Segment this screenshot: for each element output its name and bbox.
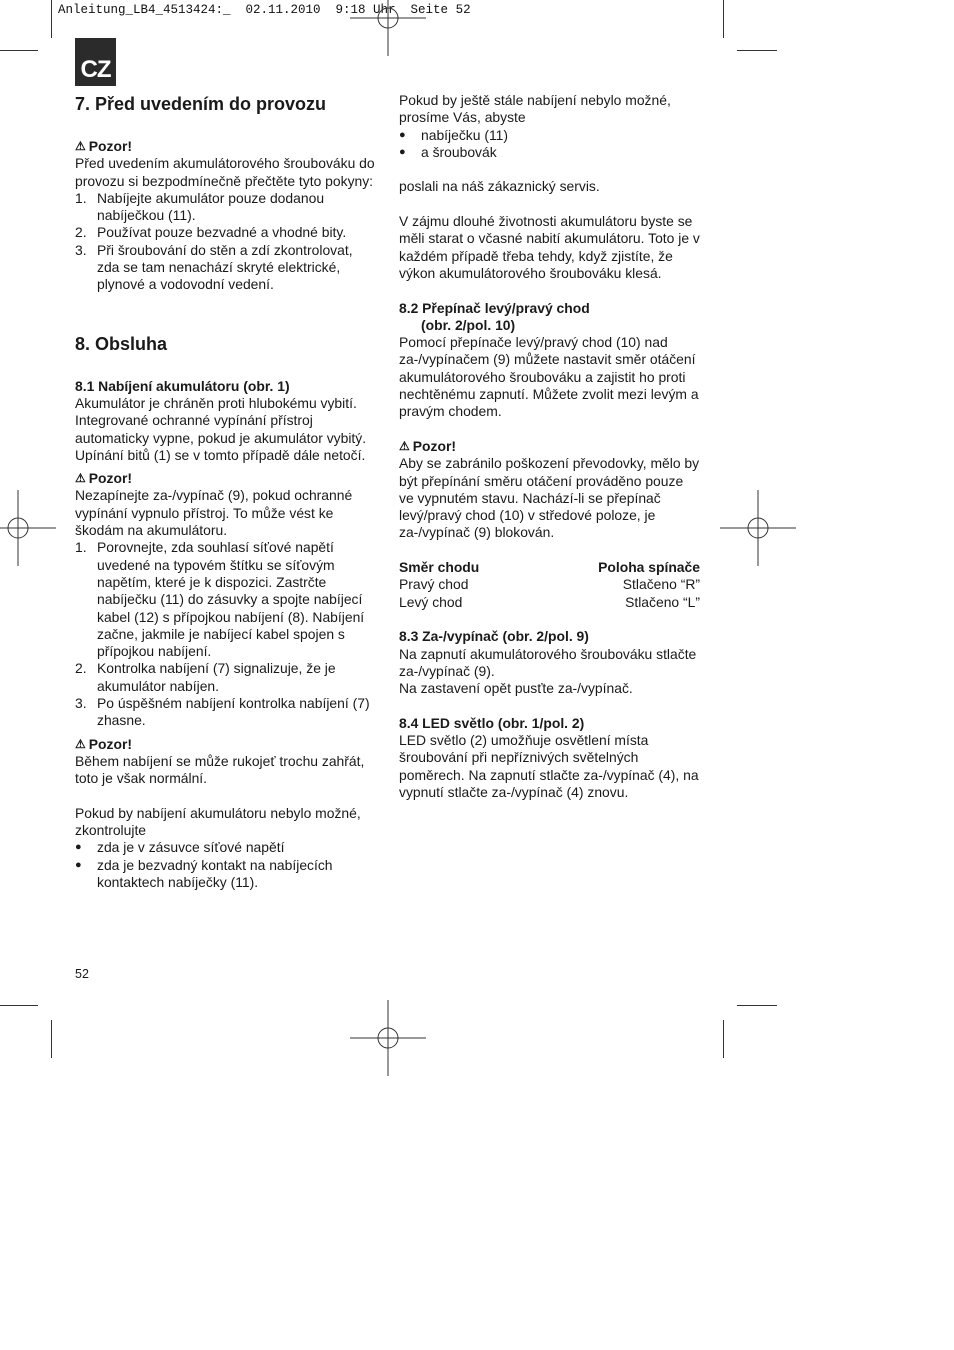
- section-heading-8: 8. Obsluha: [75, 333, 168, 354]
- section-heading-7: 7. Před uvedením do provozu: [75, 94, 327, 114]
- list-item: 2. Kontrolka nabíjení (7) signalizuje, že je akumulátor nabíjen.: [75, 660, 336, 694]
- warning-icon: ⚠: [399, 438, 410, 453]
- paragraph: Na zapnutí akumulátorového šroubováku stlačte za-/vypínač (9).: [399, 645, 697, 679]
- warning-label: ⚠ Pozor!: [75, 138, 132, 154]
- paragraph: LED světlo (2) umožňuje osvětlení místa šroubování při nepříznivých světelných poměrech. Na zapnutí stlačte za-/vypínač (4), na vypnutí stlačte za-/vypínač (4) znovu.: [399, 731, 699, 800]
- bullet-icon: ●: [75, 858, 82, 871]
- crop-mark: [51, 1020, 52, 1058]
- paragraph: Před uvedením akumulátorového šroubováku do provozu si bezpodmínečně přečtěte tyto pokyny:: [75, 155, 375, 189]
- bullet-list: [399, 127, 700, 162]
- registration-mark-top: [350, 0, 426, 56]
- left-column: [75, 92, 377, 891]
- paragraph: Akumulátor je chráněn proti hlubokému vybití. Integrované ochranné vypínání přístroj automaticky vypne, pokud je akumulátor vybitý. Upínání bitů (1) se v tomto případě dále netočí.: [75, 394, 367, 463]
- list-item: 1. Porovnejte, zda souhlasí síťové napětí uvedené na typovém štítku se síťovým napětím, které je k dispozici. Zastrčte nabíječku (11) do zásuvky a spojte nabíjecí kabel (12) s přípojkou nabíjení (8). Nabíjení začne, jakmile je nabíjecí kabel spojen s přípojkou nabíjení.: [75, 539, 365, 660]
- warning-icon: ⚠: [75, 736, 86, 751]
- warning-icon: ⚠: [75, 471, 86, 486]
- list-item: 2. Používat pouze bezvadné a vhodné bity.: [75, 224, 347, 241]
- list-item: ● a šroubovák: [399, 143, 497, 160]
- list-item: 3. Při šroubování do stěn a zdí zkontrolovat, zda se tam nenachází skryté elektrické, plynové a vodovodní vedení.: [75, 241, 353, 293]
- subsection-heading: 8.3 Za-/vypínač (obr. 2/pol. 9): [399, 628, 589, 645]
- warning-label: ⚠ Pozor!: [75, 470, 132, 487]
- table-row: Pravý chod Stlačeno “R”: [399, 576, 700, 593]
- paragraph: Aby se zabránilo poškození převodovky, mělo by být přepínání směru otáčení prováděno pouze ve vypnutém stavu. Nachází-li se přepínač levý/pravý chod (10) v středové poloze, je za-/vypínač (9) blokován.: [399, 455, 700, 541]
- numbered-list: [75, 539, 377, 729]
- bullet-icon: ●: [399, 145, 406, 158]
- print-slug: Anleitung_LB4_4513424:_ 02.11.2010 9:18 Uhr Seite 52: [58, 3, 471, 17]
- warning-icon: ⚠: [75, 139, 86, 153]
- bullet-list: [75, 839, 377, 891]
- subsection-heading: 8.2 Přepínač levý/pravý chod: [399, 299, 590, 316]
- registration-mark-right: [720, 490, 796, 566]
- numbered-list: [75, 190, 377, 294]
- crop-mark: [0, 50, 38, 51]
- list-item: ● zda je v zásuvce síťové napětí: [75, 839, 285, 856]
- paragraph: V zájmu dlouhé životnosti akumulátoru byste se měli starat o včasné nabití akumulátoru. Toto je v každém případě třeba tehdy, když zjistíte, že výkon akumulátorového šroubováku klesá.: [399, 213, 700, 281]
- registration-mark-left: [0, 490, 56, 566]
- bullet-icon: ●: [399, 128, 406, 141]
- paragraph: Na zastavení opět pusťte za-/vypínač.: [399, 680, 633, 697]
- registration-mark-bottom: [350, 1000, 426, 1076]
- list-item: 3. Po úspěšném nabíjení kontrolka nabíjení (7) zhasne.: [75, 695, 370, 729]
- crop-mark: [723, 0, 724, 38]
- table-row: Levý chod Stlačeno “L”: [399, 593, 700, 610]
- table-header: Směr chodu Poloha spínače: [399, 559, 700, 576]
- right-column: [399, 92, 700, 801]
- paragraph: Nezapínejte za-/vypínač (9), pokud ochranné vypínání vypnulo přístroj. To může vést ke škodám na akumulátoru.: [75, 487, 353, 539]
- warning-label: ⚠ Pozor!: [75, 735, 132, 752]
- crop-mark: [737, 50, 777, 51]
- crop-mark: [0, 1005, 38, 1006]
- paragraph: Během nabíjení se může rukojeť trochu zahřát, toto je však normální.: [75, 752, 365, 787]
- list-item: 1. Nabíjejte akumulátor pouze dodanou nabíječkou (11).: [75, 189, 325, 224]
- language-badge: CZ: [75, 38, 116, 86]
- page-number: 52: [75, 967, 89, 981]
- crop-mark: [723, 1020, 724, 1058]
- list-item: ● zda je bezvadný kontakt na nabíjecích kontaktech nabíječky (11).: [75, 856, 333, 890]
- subsection-heading: 8.1 Nabíjení akumulátoru (obr. 1): [75, 377, 290, 394]
- paragraph: Pomocí přepínače levý/pravý chod (10) nad za-/vypínačem (9) můžete nastavit směr otáčení akumulátorového šroubováku a zajistit ho proti nechtěnému zapnutí. Můžete zvolit mezi levým a pravým chodem.: [399, 334, 699, 420]
- warning-label: ⚠ Pozor!: [399, 437, 456, 454]
- paragraph: poslali na náš zákaznický servis.: [399, 178, 600, 195]
- crop-mark: [51, 0, 52, 38]
- list-item: ● nabíječku (11): [399, 126, 508, 143]
- bullet-icon: ●: [75, 841, 82, 854]
- crop-mark: [737, 1005, 777, 1006]
- paragraph: Pokud by nabíjení akumulátoru nebylo možné, zkontrolujte: [75, 804, 361, 839]
- subsection-heading-cont: (obr. 2/pol. 10): [421, 316, 516, 333]
- paragraph: Pokud by ještě stále nabíjení nebylo možné, prosíme Vás, abyste: [399, 92, 671, 126]
- subsection-heading: 8.4 LED světlo (obr. 1/pol. 2): [399, 714, 585, 731]
